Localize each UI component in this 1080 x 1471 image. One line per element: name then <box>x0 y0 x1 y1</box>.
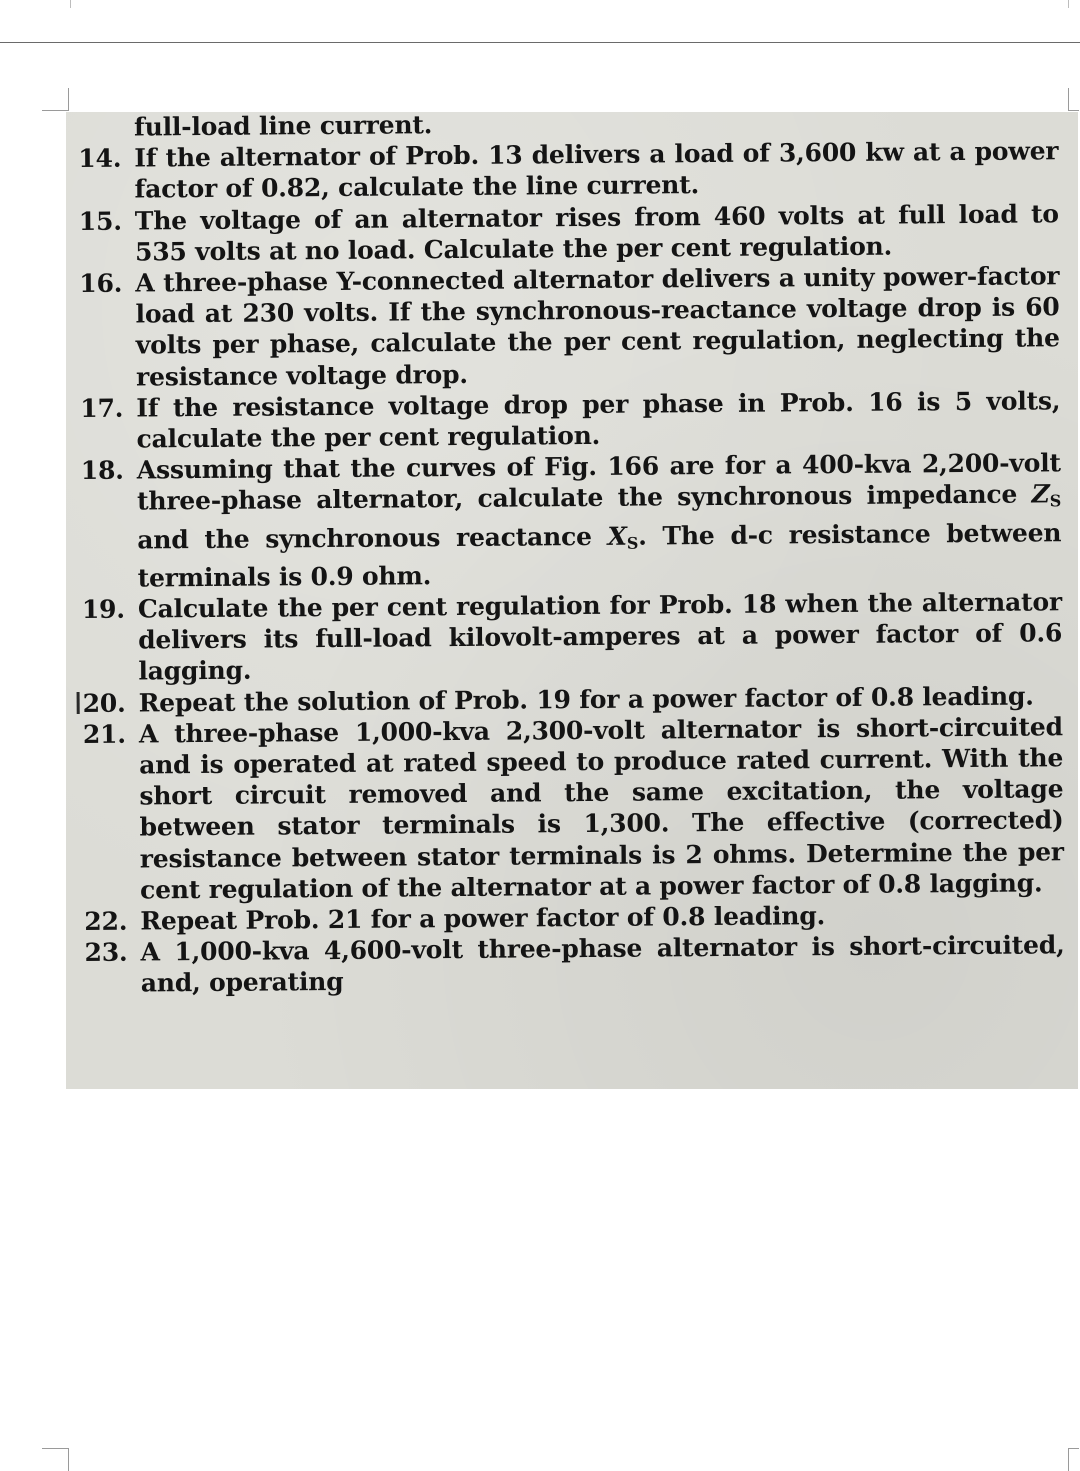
impedance-symbol: Z <box>1031 479 1050 509</box>
top-border-line <box>0 42 1080 43</box>
problem-number: 23. <box>84 937 128 968</box>
problem-text: If the alternator of Prob. 13 delivers a load of 3,600 kw at a power factor of 0.82, calculate the line current. <box>134 136 1059 204</box>
problem-text: The voltage of an alternator rises from 460 volts at full load to 535 volts at no load. Calculate the per cent regulation. <box>134 198 1059 267</box>
problem-number: 15. <box>78 206 122 236</box>
crop-mark-top-right <box>1068 0 1069 8</box>
problem-number: 19. <box>81 594 125 625</box>
problem-text-part: . The d-c resistance between terminals is 0.9 ohm. <box>137 517 1062 593</box>
problem-number: 17. <box>80 393 124 423</box>
reactance-symbol: X <box>607 521 627 551</box>
problem-text: A three-phase Y-connected alternator delivers a unity power-factor load at 230 volts. If the synchronous-reactance voltage drop is 60 volts per phase, calculate the per cent regulation, neglecting the resistance voltage drop. <box>135 261 1060 392</box>
problem-17 <box>80 385 1060 455</box>
problem-text: A 1,000-kva 4,600-volt three-phase alternator is short-circuited, and, operating <box>140 930 1065 999</box>
problem-16 <box>79 260 1060 393</box>
problem-number: 21. <box>82 719 126 749</box>
problem-14 <box>78 136 1058 206</box>
problem-text-part: Assuming that the curves of Fig. 166 are for a 400-kva 2,200-volt three-phase alternator, calculate the synchronous impedance <box>136 448 1061 516</box>
problem-text: Calculate the per cent regulation for Prob. 18 when the alternator delivers its full-load kilovolt-amperes at a power factor of 0.6 lagging. <box>137 587 1063 686</box>
problem-text-part: and the synchronous reactance <box>137 521 608 555</box>
problem-number: 22. <box>84 906 128 937</box>
problem-text: A three-phase 1,000-kva 2,300-volt alternator is short-circuited and is operated at rated speed to produce rated current. With the short circuit removed and the same excitation, the voltage between stator terminals is 1,300. The effective (corrected) resistance between stator terminals is 2 ohms. Determine the per cent regulation of the alternator at a power factor of 0.8 lagging. <box>138 712 1064 905</box>
reactance-symbol-subscript: S <box>626 533 639 553</box>
crop-corner-bottom-right <box>1068 1448 1079 1471</box>
crop-corner-bottom-left <box>42 1448 69 1471</box>
problem-number: 16. <box>79 268 123 299</box>
problem-18 <box>81 448 1062 595</box>
problem-number: 20. <box>82 688 126 718</box>
problem-13-text: full-load line current. <box>134 110 433 142</box>
problem-list <box>78 104 1065 999</box>
margin-mark <box>77 692 80 714</box>
impedance-symbol-subscript: S <box>1049 491 1062 511</box>
scanned-page-excerpt <box>66 112 1078 1089</box>
crop-corner-top-left <box>42 88 69 111</box>
problem-number: 14. <box>78 143 122 174</box>
problem-19 <box>82 586 1063 687</box>
problem-text: If the resistance voltage drop per phase in Prob. 16 is 5 volts, calculate the per cent regulation. <box>136 386 1061 454</box>
crop-corner-top-right <box>1068 88 1079 111</box>
problem-21 <box>83 711 1064 906</box>
problem-23 <box>84 930 1064 1000</box>
problem-number: 18. <box>80 455 124 486</box>
crop-mark-top-left <box>70 0 71 8</box>
problem-text: Repeat the solution of Prob. 19 for a power factor of 0.8 leading. <box>138 681 1034 718</box>
problem-text: Repeat Prob. 21 for a power factor of 0.8 leading. <box>140 901 826 936</box>
problem-15 <box>79 198 1059 268</box>
